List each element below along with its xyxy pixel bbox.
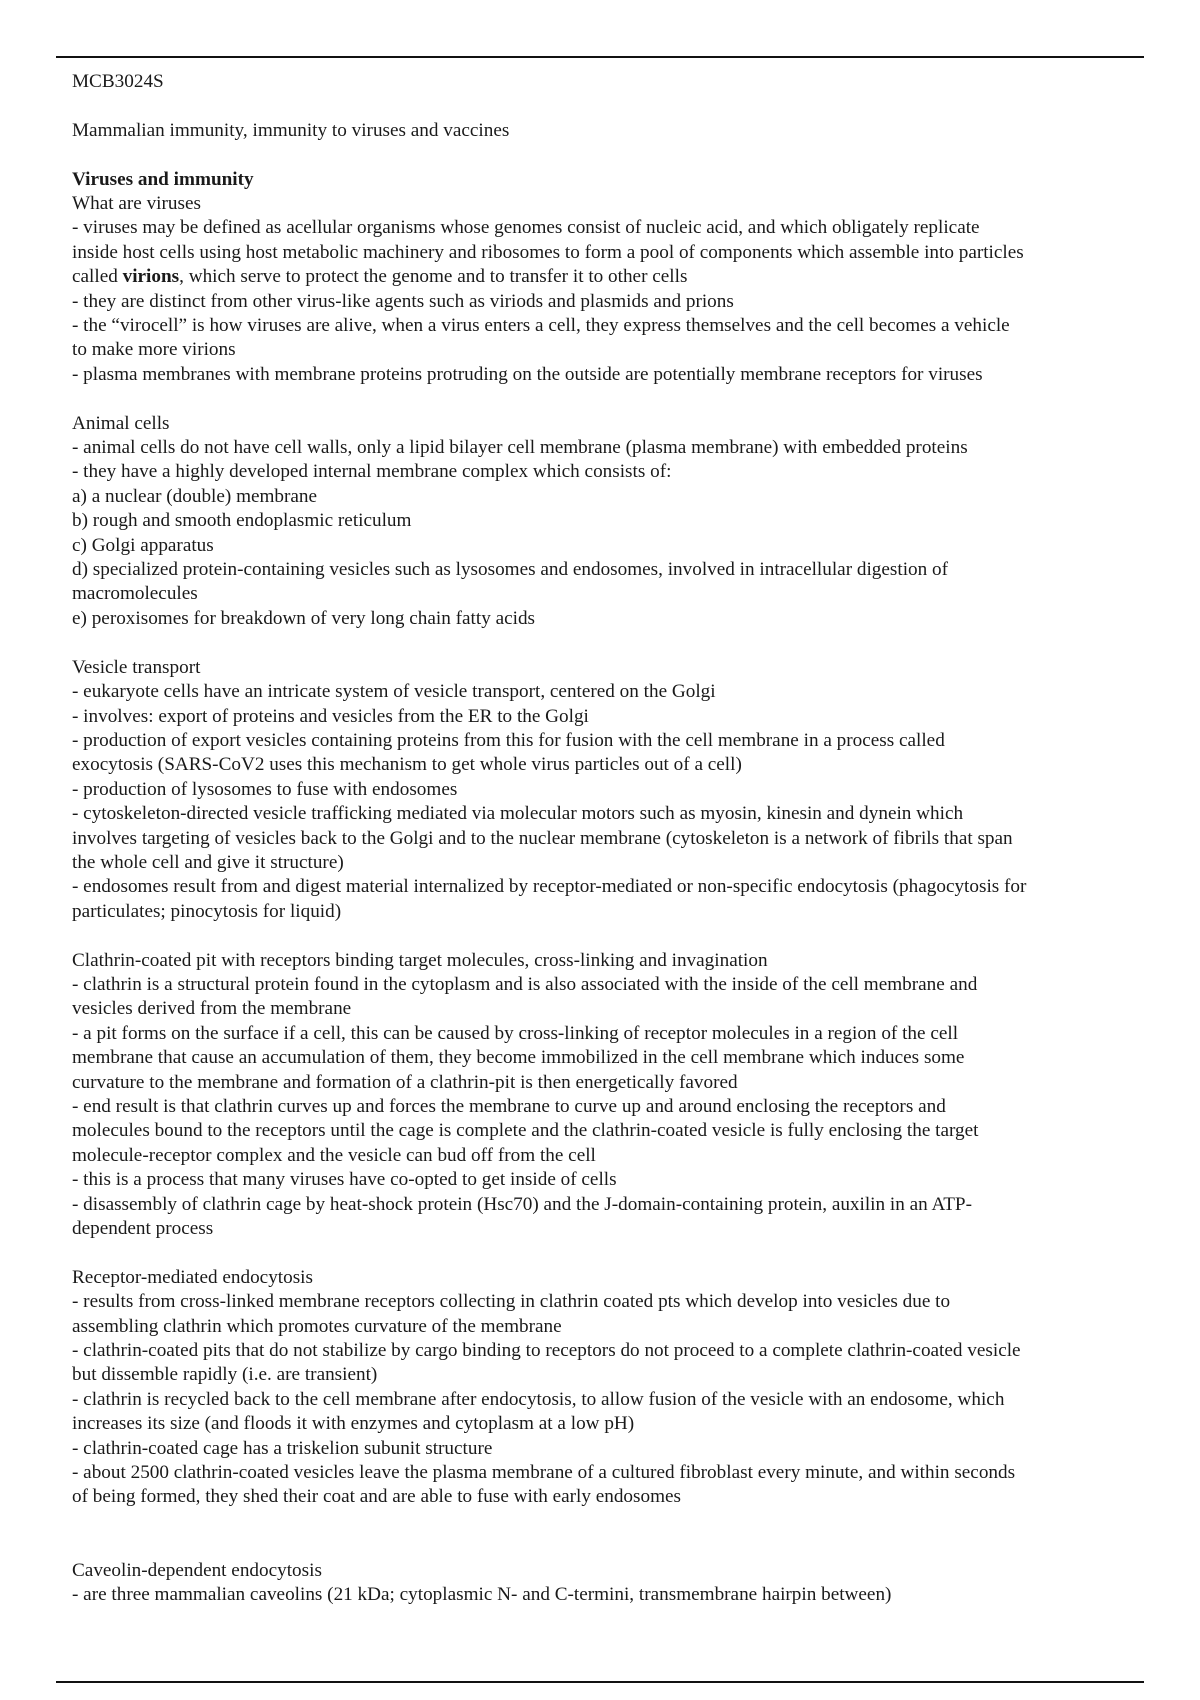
subheading-what-are-viruses: What are viruses <box>72 193 201 214</box>
text-line: - production of lysosomes to fuse with endosomes <box>72 778 458 800</box>
section-heading-viruses: Viruses and immunity <box>72 168 254 190</box>
text-line: dependent process <box>72 1218 214 1240</box>
text-line: exocytosis (SARS-CoV2 uses this mechanism to get whole virus particles out of a cell) <box>72 754 742 776</box>
text-line: - they have a highly developed internal membrane complex which consists of: <box>72 461 672 483</box>
text-line: a) a nuclear (double) membrane <box>72 485 318 507</box>
course-code: MCB3024S <box>72 71 164 92</box>
text-line: macromolecules <box>72 583 198 605</box>
text-line: - results from cross-linked membrane receptors collecting in clathrin coated pts which develop into vesicles due to <box>72 1291 951 1313</box>
text-line: - about 2500 clathrin-coated vesicles leave the plasma membrane of a cultured fibroblast every minute, and within seconds <box>72 1462 1016 1484</box>
text-line: - clathrin is a structural protein found in the cytoplasm and is also associated with the inside of the cell membrane and <box>72 973 978 995</box>
section-heading-animal-cells: Animal cells <box>72 412 170 434</box>
text-line: - they are distinct from other virus-like agents such as viriods and plasmids and prions <box>72 290 734 312</box>
text-line: the whole cell and give it structure) <box>72 851 344 873</box>
text-line: particulates; pinocytosis for liquid) <box>72 900 342 922</box>
text-line: b) rough and smooth endoplasmic reticulum <box>72 510 412 532</box>
text-line: - clathrin is recycled back to the cell membrane after endocytosis, to allow fusion of the vesicle with an endosome, which <box>72 1388 1005 1410</box>
text-line: molecules bound to the receptors until the cage is complete and the clathrin-coated vesicle is fully enclosing the target <box>72 1120 979 1142</box>
text-line: - clathrin-coated cage has a triskelion subunit structure <box>72 1437 493 1459</box>
text-line: d) specialized protein-containing vesicles such as lysosomes and endosomes, involved in intracellular digestion of <box>72 559 949 581</box>
text-line: - clathrin-coated pits that do not stabilize by cargo binding to receptors do not proceed to a complete clathrin-coated vesicle <box>72 1340 1021 1362</box>
text-line: - animal cells do not have cell walls, only a lipid bilayer cell membrane (plasma membrane) with embedded proteins <box>72 437 968 459</box>
document-page <box>72 70 1138 1607</box>
section-heading-caveolin-endocytosis: Caveolin-dependent endocytosis <box>72 1559 322 1581</box>
text-line: - viruses may be defined as acellular organisms whose genomes consist of nucleic acid, and which obligately replicate <box>72 217 980 239</box>
text-line: vesicles derived from the membrane <box>72 998 352 1020</box>
text-line: increases its size (and floods it with enzymes and cytoplasm at a low pH) <box>72 1413 635 1435</box>
section-heading-receptor-endocytosis: Receptor-mediated endocytosis <box>72 1266 313 1288</box>
virions-term: virions <box>122 266 180 288</box>
text-line: - cytoskeleton-directed vesicle trafficking mediated via molecular motors such as myosin, kinesin and dynein which <box>72 803 964 825</box>
text-line: inside host cells using host metabolic machinery and ribosomes to form a pool of components which assemble into particles <box>72 241 1024 263</box>
text-line: - end result is that clathrin curves up and forces the membrane to curve up and around enclosing the receptors and <box>72 1095 946 1117</box>
text-line: curvature to the membrane and formation of a clathrin-pit is then energetically favored <box>72 1071 738 1093</box>
bottom-rule <box>56 1681 1144 1683</box>
text-line: to make more virions <box>72 339 236 361</box>
text-line: - a pit forms on the surface if a cell, this can be caused by cross-linking of receptor molecules in a region of the cell <box>72 1022 959 1044</box>
text-line: c) Golgi apparatus <box>72 534 214 556</box>
text-line: of being formed, they shed their coat and are able to fuse with early endosomes <box>72 1486 681 1508</box>
text-line: but dissemble rapidly (i.e. are transient) <box>72 1364 378 1386</box>
text-line: membrane that cause an accumulation of them, they become immobilized in the cell membrane which induces some <box>72 1047 965 1069</box>
text-line: - eukaryote cells have an intricate system of vesicle transport, centered on the Golgi <box>72 681 716 703</box>
course-title: Mammalian immunity, immunity to viruses and vaccines <box>72 119 510 141</box>
text-line: - this is a process that many viruses have co-opted to get inside of cells <box>72 1169 617 1191</box>
top-rule <box>56 56 1144 58</box>
text-line: called virions, which serve to protect the genome and to transfer it to other cells <box>72 266 688 288</box>
text-line: involves targeting of vesicles back to the Golgi and to the nuclear membrane (cytoskeleton is a network of fibrils that span <box>72 827 1013 849</box>
text-line: e) peroxisomes for breakdown of very long chain fatty acids <box>72 607 536 629</box>
text-line: - disassembly of clathrin cage by heat-shock protein (Hsc70) and the J-domain-containing protein, auxilin in an ATP- <box>72 1193 972 1215</box>
section-heading-clathrin-pit: Clathrin-coated pit with receptors binding target molecules, cross-linking and invagination <box>72 949 768 971</box>
text-line: - involves: export of proteins and vesicles from the ER to the Golgi <box>72 705 589 727</box>
section-heading-vesicle-transport: Vesicle transport <box>72 656 201 678</box>
text-line: - are three mammalian caveolins (21 kDa; cytoplasmic N- and C-termini, transmembrane hairpin between) <box>72 1584 892 1606</box>
text-line: - production of export vesicles containing proteins from this for fusion with the cell membrane in a process called <box>72 729 945 751</box>
text-line: - endosomes result from and digest material internalized by receptor-mediated or non-specific endocytosis (phagocytosis for <box>72 876 1027 898</box>
text-line: molecule-receptor complex and the vesicle can bud off from the cell <box>72 1144 596 1166</box>
text-line: assembling clathrin which promotes curvature of the membrane <box>72 1315 562 1337</box>
text-line: - the “virocell” is how viruses are alive, when a virus enters a cell, they express themselves and the cell becomes a vehicle <box>72 315 1010 337</box>
text-line: - plasma membranes with membrane proteins protruding on the outside are potentially membrane receptors for viruses <box>72 363 983 385</box>
